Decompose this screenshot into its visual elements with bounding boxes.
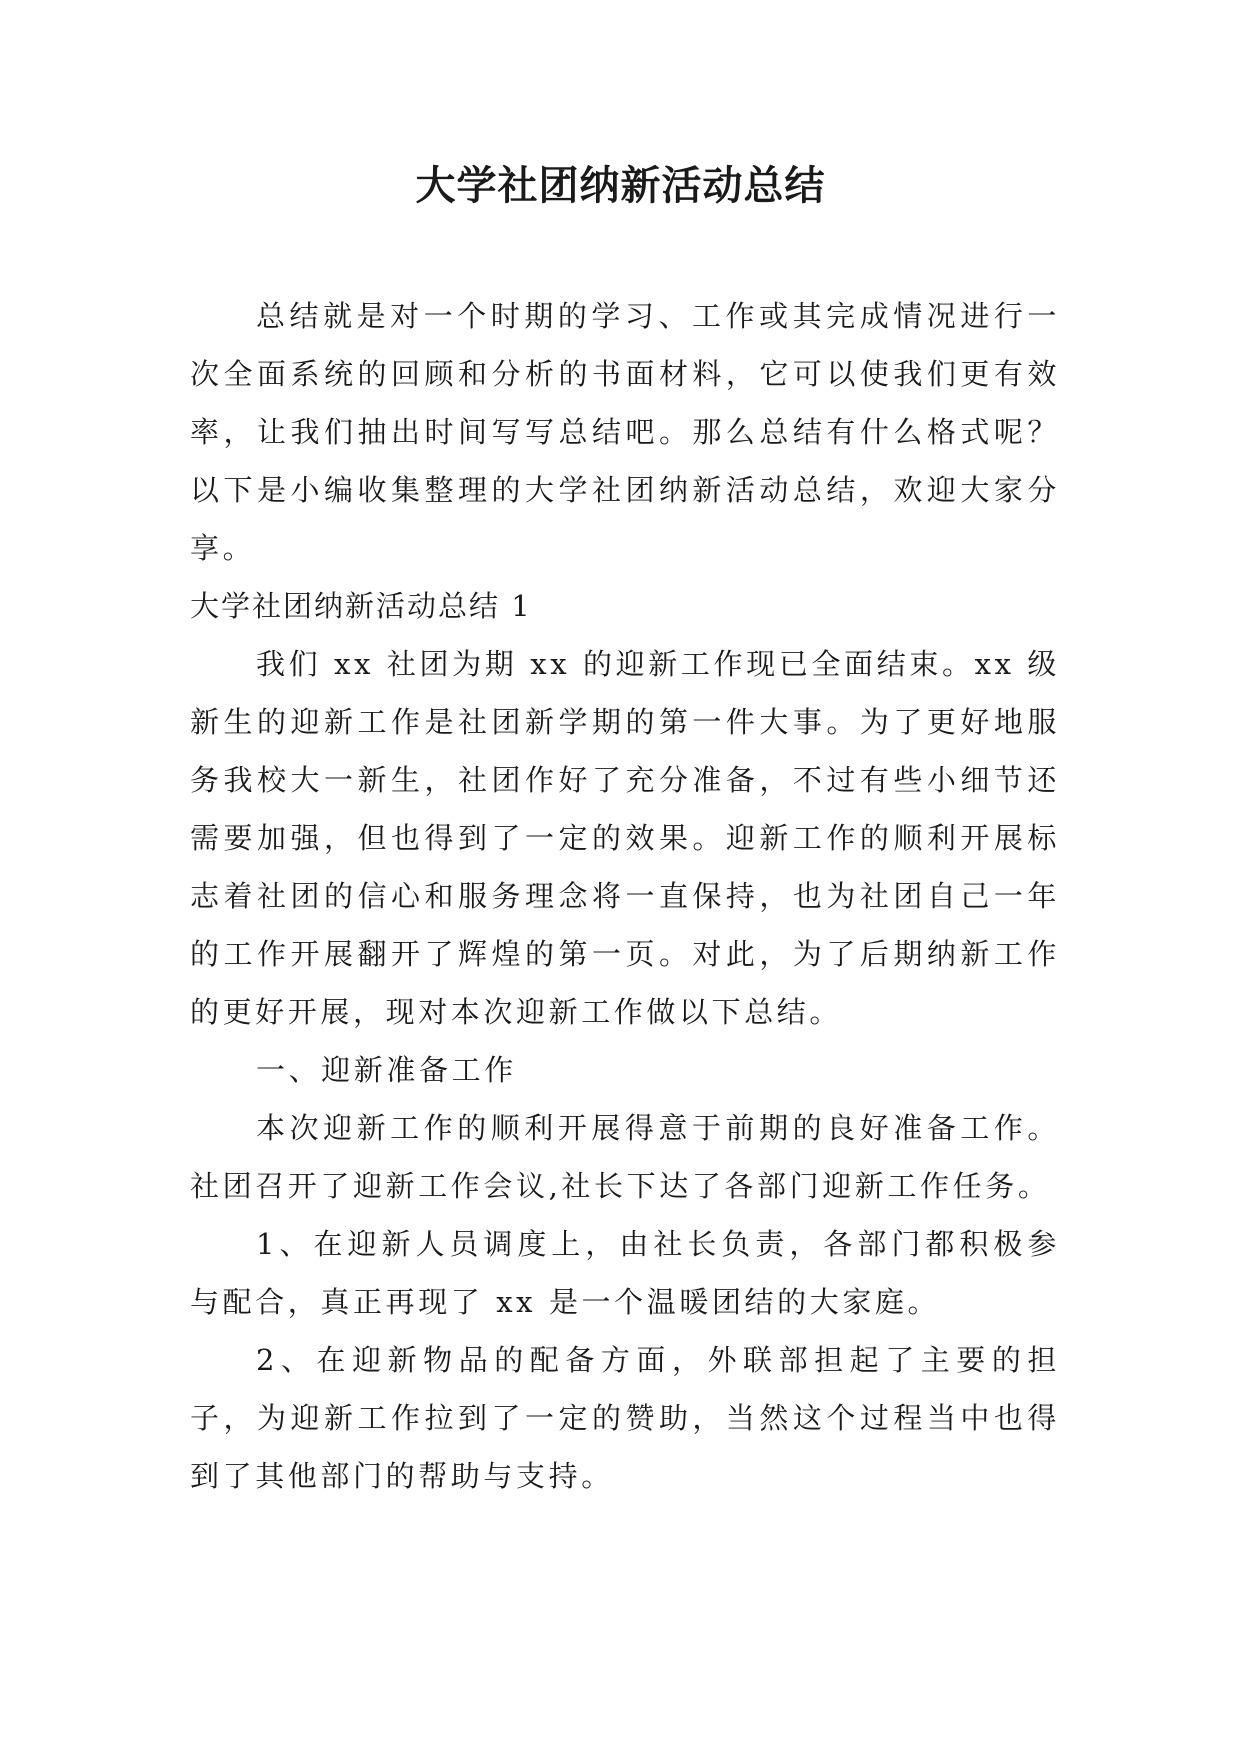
document-title: 大学社团纳新活动总结 xyxy=(415,162,826,209)
intro-paragraph: 总结就是对一个时期的学习、工作或其完成情况进行一次全面系统的回顾和分析的书面材料，它可以使我们更有效率，让我们抽出时间写写总结吧。那么总结有什么格式呢？以下是小编收集整理的大学社团纳新活动总结，欢迎大家分享。 xyxy=(190,299,1060,565)
subheading-preparation: 一、迎新准备工作 xyxy=(256,1053,517,1087)
paragraph-item-2: 2、在迎新物品的配备方面，外联部担起了主要的担子，为迎新工作拉到了一定的赞助，当然这个过程当中也得到了其他部门的帮助与支持。 xyxy=(190,1343,1060,1493)
paragraph-item-1: 1、在迎新人员调度上，由社长负责，各部门都积极参与配合，真正再现了 xx 是一个温暖团结的大家庭。 xyxy=(190,1227,1060,1319)
paragraph-preparation: 本次迎新工作的顺利开展得意于前期的良好准备工作。社团召开了迎新工作会议,社长下达了各部门迎新工作任务。 xyxy=(190,1111,1060,1203)
document-body xyxy=(190,287,1060,1505)
paragraph-overview: 我们 xx 社团为期 xx 的迎新工作现已全面结束。xx 级新生的迎新工作是社团新学期的第一件大事。为了更好地服务我校大一新生，社团作好了充分准备，不过有些小细节还需要加强，但也得到了一定的效果。迎新工作的顺利开展标志着社团的信心和服务理念将一直保持，也为社团自己一年的工作开展翻开了辉煌的第一页。对此，为了后期纳新工作的更好开展，现对本次迎新工作做以下总结。 xyxy=(190,647,1060,1029)
section-heading: 大学社团纳新活动总结 1 xyxy=(190,589,532,623)
